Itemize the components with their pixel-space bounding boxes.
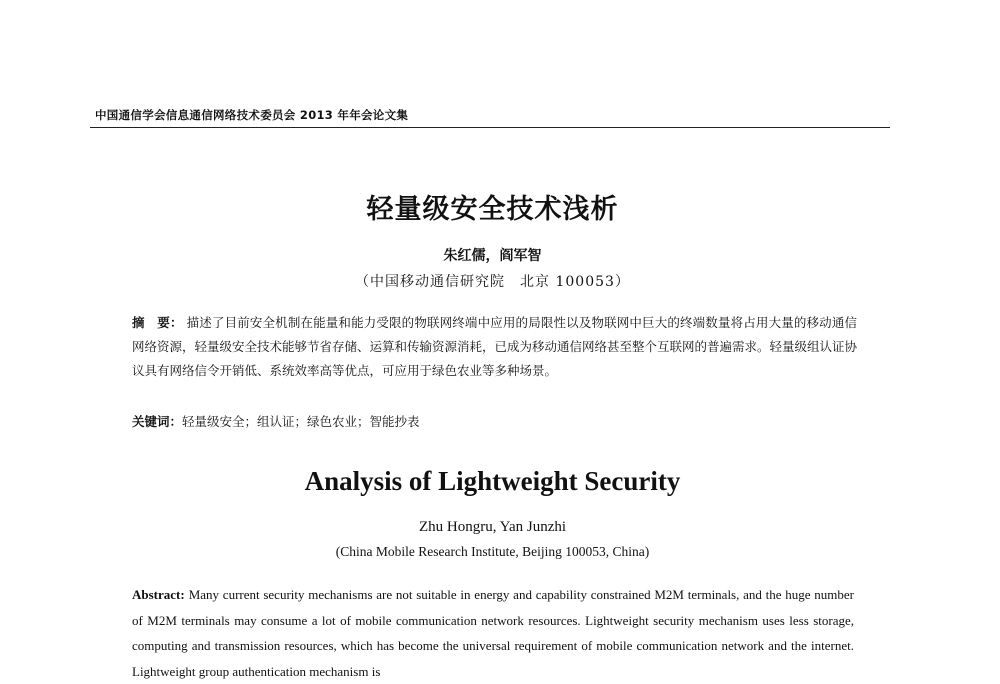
english-abstract-text: Many current security mechanisms are not suitable in energy and capability constrained M2M terminals, and the huge number of M2M terminals may consume a lot of mobile communication network resources. Lightweight security mechanism uses less storage, computing and transmission resources, which has become the universal requirement of mobile communication network and the internet. Lightweight group authentication mechanism is <box>132 587 854 679</box>
header-divider <box>90 127 890 128</box>
running-head: 中国通信学会信息通信网络技术委员会 2013 年年会论文集 <box>95 108 409 122</box>
chinese-abstract-label: 摘 要： <box>132 315 183 330</box>
chinese-abstract-text: 描述了目前安全机制在能量和能力受限的物联网终端中应用的局限性以及物联网中巨大的终端数量将占用大量的移动通信网络资源，轻量级安全技术能够节省存储、运算和传输资源消耗，已成为移动通信网络甚至整个互联网的普遍需求。轻量级组认证协议具有网络信令开销低、系统效率高等优点，可应用于绿色农业等多种场景。 <box>132 315 858 378</box>
english-affiliation: (China Mobile Research Institute, Beijing 100053, China) <box>335 544 650 559</box>
chinese-affiliation: （中国移动通信研究院 北京 100053） <box>355 274 630 290</box>
chinese-keywords-text: 轻量级安全；组认证；绿色农业；智能抄表 <box>182 414 420 429</box>
chinese-authors: 朱红儒，阎军智 <box>443 248 542 264</box>
english-abstract-label: Abstract: <box>132 587 185 602</box>
english-title: Analysis of Lightweight Security <box>304 466 681 496</box>
english-authors: Zhu Hongru, Yan Junzhi <box>418 519 567 535</box>
chinese-abstract <box>132 311 857 383</box>
chinese-title: 轻量级安全技术浅析 <box>366 194 619 225</box>
chinese-keywords-label: 关键词： <box>132 414 183 429</box>
chinese-keywords <box>132 412 857 430</box>
